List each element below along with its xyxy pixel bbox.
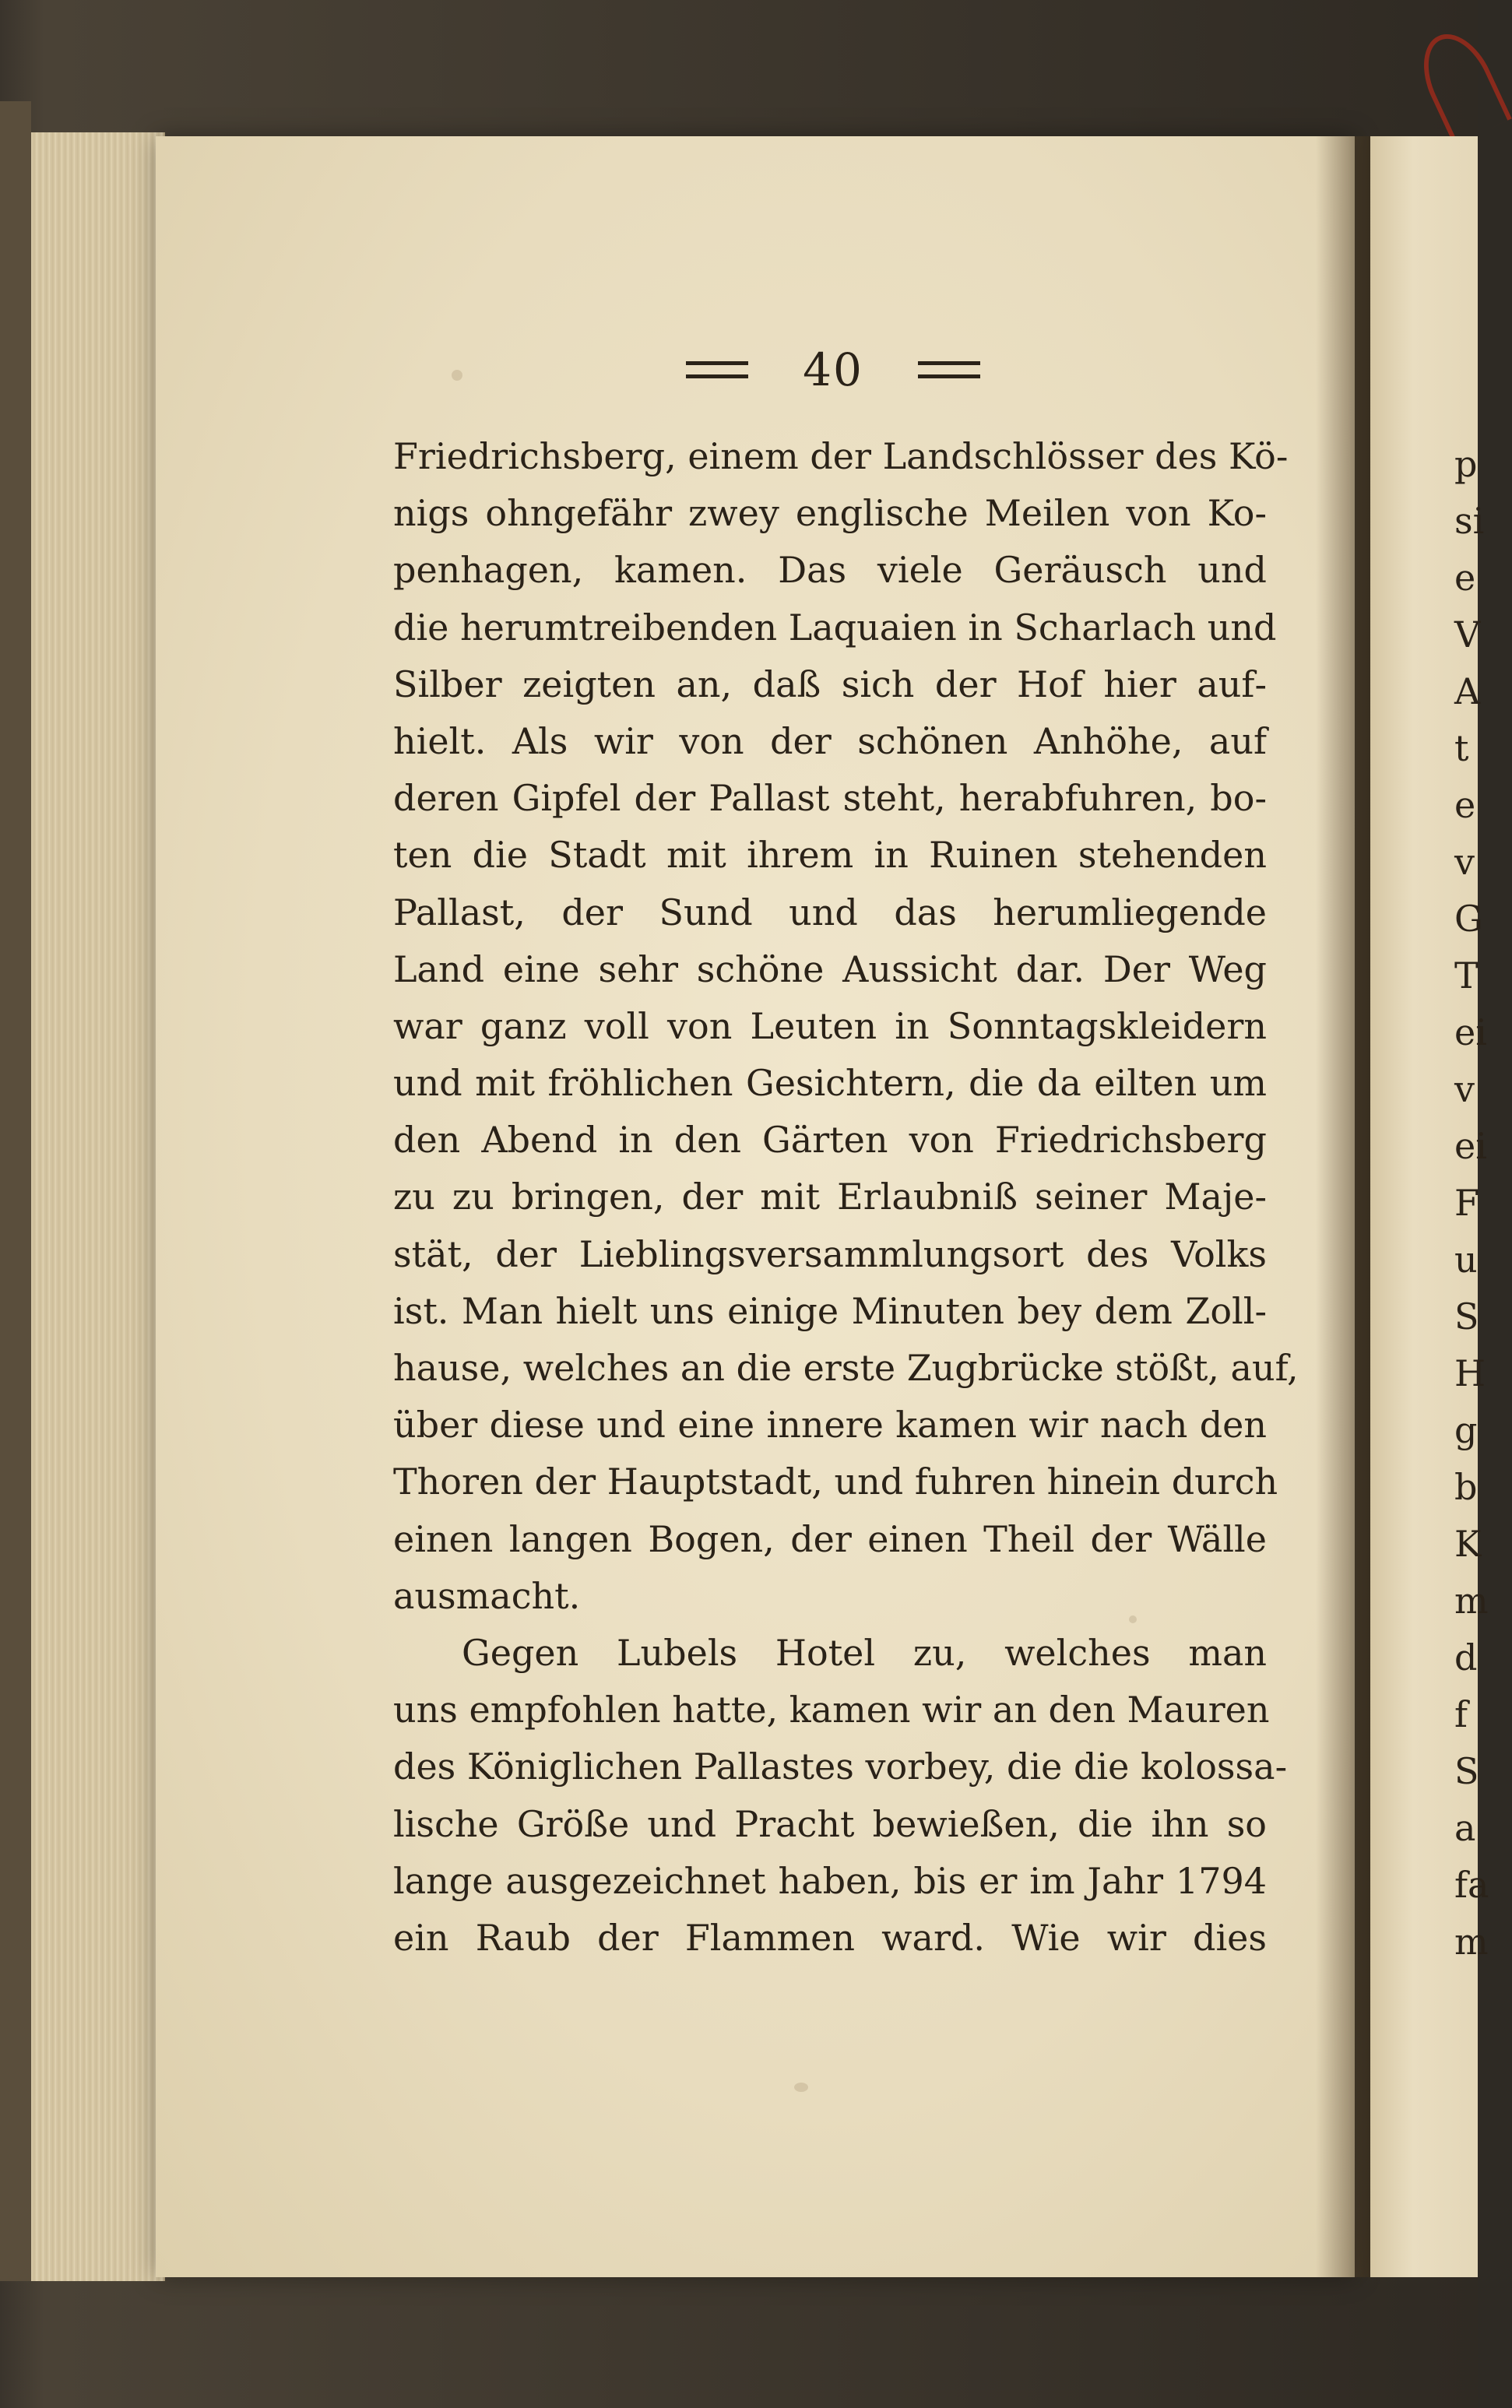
text-line: ausmacht. [393,1574,581,1617]
text-line: war ganz voll von Leuten in Sonntagskleidern [393,1004,1267,1047]
text-line: deren Gipfel der Pallast steht, herabfuhren, bo‑ [393,777,1267,820]
facing-page-letter: fa [1454,1864,1489,1906]
text-line: ist. Man hielt uns einige Minuten bey dem Zoll‑ [393,1289,1267,1332]
page-stack-edge [31,132,165,2281]
facing-page-letter: G [1454,898,1483,940]
page-number: 40 [803,343,863,396]
text-line: penhagen, kamen. Das viele Geräusch und [393,549,1267,592]
text-line: hause, welches an die erste Zugbrücke stößt, auf, [393,1347,1299,1389]
facing-page-letter: e [1454,557,1476,599]
facing-page-letter: e [1454,784,1476,826]
facing-page-letter: ei [1454,1011,1487,1053]
facing-page-letter: V [1454,613,1481,656]
text-line: Land eine sehr schöne Aussicht dar. Der Weg [393,947,1267,990]
text-line: lange ausgezeichnet haben, bis er im Jahr 1794 [393,1859,1267,1902]
paper-spot [452,370,462,381]
facing-page-letter: si [1454,500,1485,542]
text-line: ein Raub der Flammen ward. Wie wir dies [393,1916,1267,1959]
text-line: die herumtreibenden Laquaien in Scharlach und [393,606,1277,649]
facing-page-letter: g [1454,1409,1478,1451]
facing-page-letter: a [1454,1807,1476,1849]
text-line: den Abend in den Gärten von Friedrichsberg [393,1119,1267,1162]
text-line: über diese und eine innere kamen wir nach den [393,1404,1267,1447]
facing-page-letter: t [1454,727,1469,769]
text-line: lische Größe und Pracht bewießen, die ihn so [393,1802,1267,1845]
text-line: Friedrichsberg, einem der Landschlösser des Kö‑ [393,435,1289,477]
facing-page-letter: S [1454,1295,1479,1338]
text-line: Silber zeigten an, daß sich der Hof hier auf‑ [393,663,1267,705]
facing-page-letter: v [1454,841,1475,883]
facing-page-letter: v [1454,1068,1475,1110]
facing-page-letter: S [1454,1750,1479,1792]
text-line: Gegen Lubels Hotel zu, welches man [462,1631,1267,1674]
header-rule-left [686,361,748,378]
page-header [654,343,1012,397]
book-cover-edge [0,101,31,2281]
text-line: zu zu bringen, der mit Erlaubniß seiner Maje‑ [393,1176,1267,1218]
text-line: des Königlichen Pallastes vorbey, die die kolossa‑ [393,1745,1288,1788]
text-line: und mit fröhlichen Gesichtern, die da eilten um [393,1062,1267,1105]
header-rule-right [918,361,980,378]
facing-page-letter: m [1454,1580,1489,1622]
facing-page-letter: u [1454,1239,1478,1281]
paper-spot [794,2083,808,2092]
text-line: ten die Stadt mit ihrem in Ruinen stehenden [393,834,1267,877]
text-line: stät, der Lieblingsversammlungsort des Volks [393,1232,1267,1275]
facing-page-letter: m [1454,1921,1489,1963]
facing-page-letter: d [1454,1636,1478,1679]
facing-page-letter: b [1454,1466,1478,1508]
facing-page-letter: F [1454,1182,1479,1224]
facing-page-letter: H [1454,1352,1486,1394]
text-line: nigs ohngefähr zwey englische Meilen von Ko‑ [393,492,1267,535]
facing-page-letter: T [1454,954,1479,997]
text-line: Pallast, der Sund und das herumliegende [393,891,1267,933]
facing-page-letter: A [1454,670,1481,712]
text-line: einen langen Bogen, der einen Theil der Wälle [393,1517,1267,1560]
facing-page-letter: f [1454,1693,1468,1735]
body-text [393,428,1299,1967]
text-line: uns empfohlen hatte, kamen wir an den Mauren [393,1689,1270,1731]
text-line: Thoren der Hauptstadt, und fuhren hinein durch [393,1461,1278,1503]
facing-page-text [1454,436,1489,1970]
facing-page-letter: p [1454,443,1478,485]
page-gutter [1316,136,1370,2277]
text-line: hielt. Als wir von der schönen Anhöhe, auf [393,719,1267,762]
facing-page-letter: K [1454,1523,1482,1565]
facing-page-letter: ei [1454,1125,1487,1167]
